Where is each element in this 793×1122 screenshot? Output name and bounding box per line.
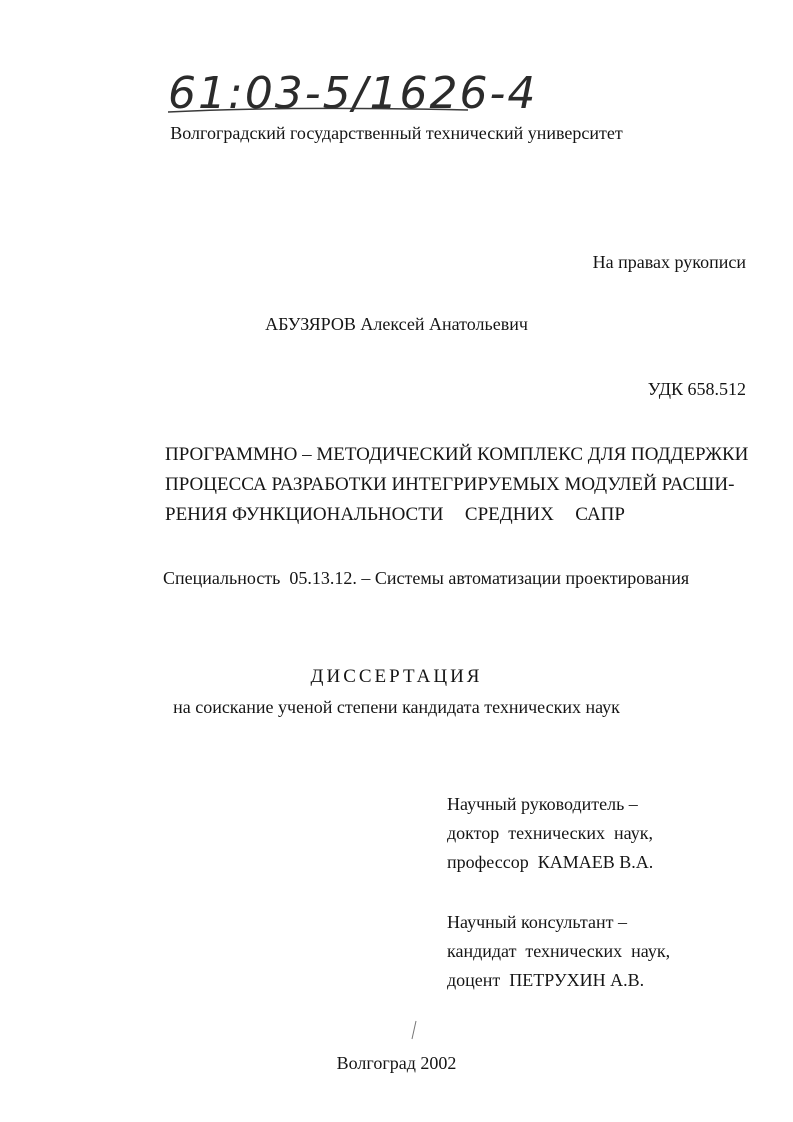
university-name: Волгоградский государственный технический университет	[170, 123, 623, 143]
dissertation-heading: ДИССЕРТАЦИЯ	[310, 666, 483, 687]
supervisor-block	[447, 790, 653, 877]
rights-note: На правах рукописи	[592, 252, 746, 272]
specialty	[163, 568, 689, 589]
author-name: АБУЗЯРОВ Алексей Анатольевич	[265, 314, 528, 334]
handwritten-catalog-number-text: 61:03-5/1626-4	[168, 68, 538, 119]
dissertation-title	[165, 440, 750, 530]
supervisor-role: Научный руководитель –	[447, 794, 638, 814]
pen-mark	[410, 1020, 418, 1040]
consultant-degree: кандидат технических наук,	[447, 941, 671, 961]
handwritten-catalog-number	[168, 60, 538, 130]
specialty-text: Специальность 05.13.12. – Системы автоматизации проектирования	[163, 568, 690, 588]
title-line-1-text: ПРОГРАММНО – МЕТОДИЧЕСКИЙ КОМПЛЕКС ДЛЯ ПОДДЕРЖКИ	[165, 444, 749, 465]
city-year: Волгоград 2002	[336, 1053, 457, 1073]
consultant-role: Научный консультант –	[447, 912, 627, 932]
title-line-3-part-2: СРЕДНИХ	[464, 504, 554, 525]
title-line-1	[165, 440, 750, 470]
consultant-name: доцент ПЕТРУХИН А.В.	[447, 970, 645, 990]
handwritten-catalog-number-graphic	[168, 60, 538, 130]
supervisor-name: профессор КАМАЕВ В.А.	[447, 852, 654, 872]
dissertation-description: на соискание ученой степени кандидата технических наук	[173, 697, 620, 717]
udc-code: УДК 658.512	[647, 379, 746, 399]
title-line-3	[165, 500, 625, 530]
title-line-3-part-1: РЕНИЯ ФУНКЦИОНАЛЬНОСТИ	[165, 504, 444, 525]
consultant-block	[447, 908, 670, 995]
title-line-3-part-3: САПР	[575, 504, 625, 525]
title-line-2-text: ПРОЦЕССА РАЗРАБОТКИ ИНТЕГРИРУЕМЫХ МОДУЛЕЙ РАСШИ-	[165, 474, 735, 495]
title-line-2	[165, 470, 750, 500]
supervisor-degree: доктор технических наук,	[447, 823, 653, 843]
